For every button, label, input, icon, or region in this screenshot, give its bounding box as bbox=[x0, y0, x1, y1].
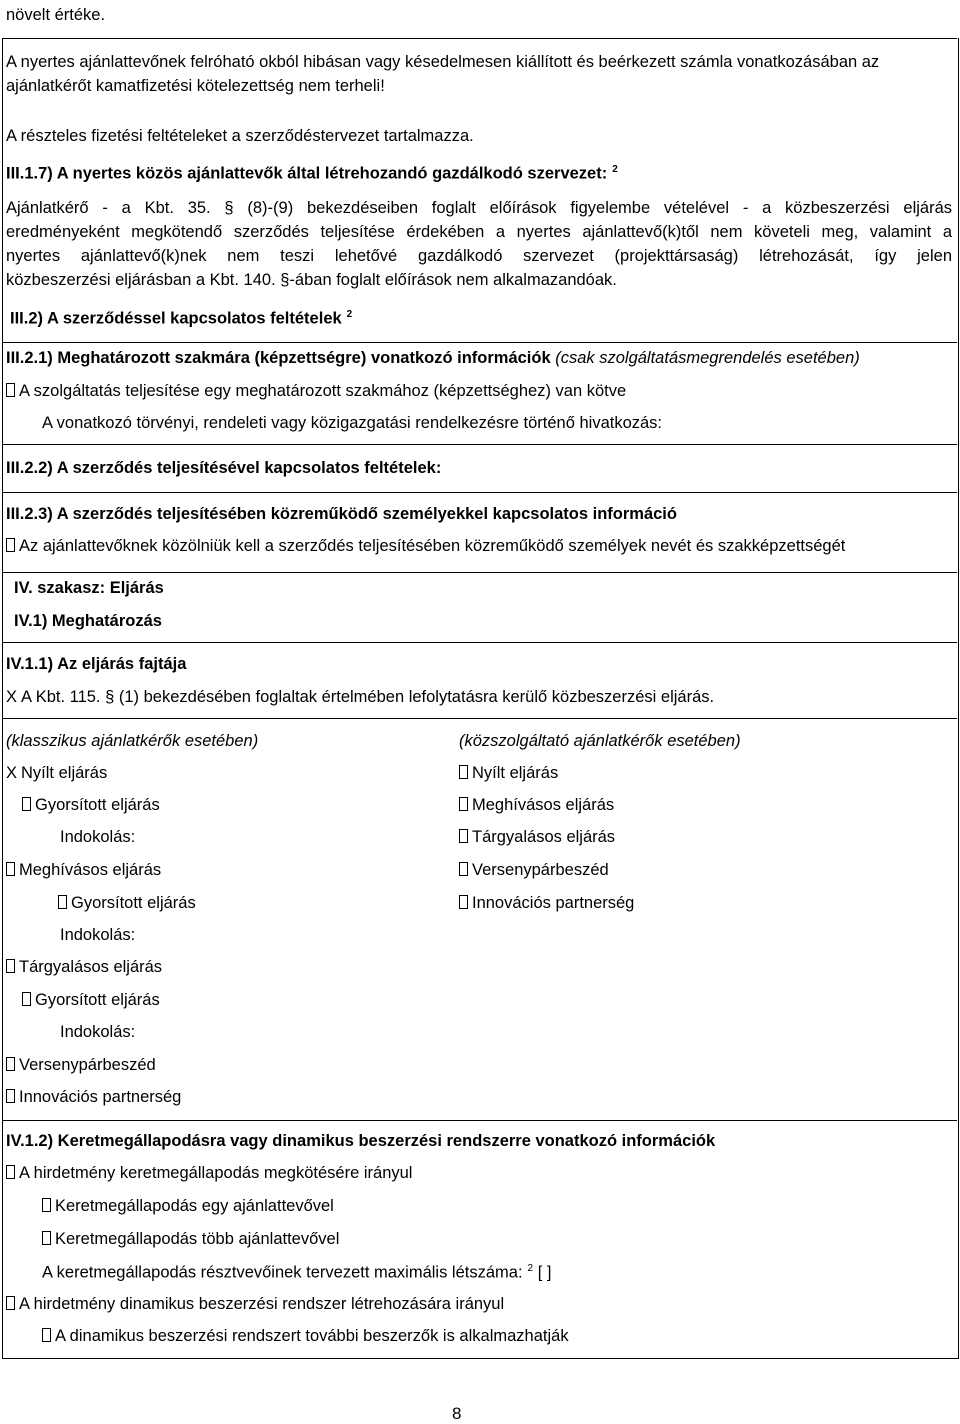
checkbox-label: Meghívásos eljárás bbox=[19, 861, 162, 879]
indoklas-label: Indokolás: bbox=[60, 828, 136, 846]
checkbox-item[interactable] bbox=[42, 1197, 334, 1217]
checkbox-icon[interactable] bbox=[6, 1057, 15, 1071]
checkbox-icon[interactable] bbox=[459, 895, 468, 909]
checkbox-label: Tárgyalásos eljárás bbox=[472, 828, 616, 846]
checkbox-icon[interactable] bbox=[6, 1296, 15, 1310]
checkbox-label: Gyorsított eljárás bbox=[35, 991, 160, 1009]
checkbox-label: Versenypárbeszéd bbox=[472, 861, 609, 879]
divider bbox=[2, 572, 957, 573]
checkbox-label: Meghívásos eljárás bbox=[472, 796, 615, 814]
checkbox-icon[interactable] bbox=[42, 1198, 51, 1212]
checkbox-item[interactable] bbox=[459, 828, 615, 848]
checkbox-icon[interactable] bbox=[6, 959, 15, 973]
heading-text: III.2.1) Meghatározott szakmára (képzettségre) vonatkozó információk bbox=[6, 349, 551, 367]
checkbox-label: A hirdetmény dinamikus beszerzési rendszer létrehozására irányul bbox=[19, 1295, 505, 1313]
option-label: A Kbt. 115. § (1) bekezdésében foglaltak értelmében lefolytatásra kerülő közbeszerzési eljárás. bbox=[21, 688, 715, 706]
heading-text: III.2) A szerződéssel kapcsolatos feltételek bbox=[10, 309, 342, 328]
checkbox-icon[interactable] bbox=[6, 538, 15, 552]
indoklas-label: Indokolás: bbox=[60, 1023, 136, 1041]
section-heading: IV.1.1) Az eljárás fajtája bbox=[6, 655, 187, 673]
checkbox-item[interactable] bbox=[42, 1327, 569, 1347]
body-text: Ajánlatkérő - a Kbt. 35. § (8)-(9) bekezdéseiben foglalt előírások figyelembe vételével - a közbeszerzési eljárás bbox=[6, 199, 952, 217]
max-participants-label: A keretmegállapodás résztvevőinek tervezett maximális létszáma: bbox=[42, 1263, 523, 1282]
option-label: Nyílt eljárás bbox=[21, 764, 108, 782]
checkbox-icon[interactable] bbox=[459, 765, 468, 779]
page-number: 8 bbox=[452, 1404, 462, 1423]
checkbox-item[interactable] bbox=[6, 1088, 181, 1108]
checkbox-item[interactable] bbox=[6, 958, 162, 978]
selected-option[interactable] bbox=[6, 688, 714, 708]
checkbox-label: A dinamikus beszerzési rendszert további beszerzők is alkalmazhatják bbox=[55, 1327, 569, 1345]
checkbox-icon[interactable] bbox=[459, 797, 468, 811]
checkbox-label: Innovációs partnerség bbox=[472, 894, 635, 912]
checkbox-item[interactable] bbox=[6, 1056, 156, 1076]
body-text: ajánlatkérőt kamatfizetési kötelezettség nem terheli! bbox=[6, 77, 385, 95]
checkbox-item[interactable] bbox=[6, 861, 161, 881]
checkbox-icon[interactable] bbox=[22, 992, 31, 1006]
divider bbox=[2, 718, 957, 719]
checkbox-icon[interactable] bbox=[58, 895, 67, 909]
section-heading: IV.1.2) Keretmegállapodásra vagy dinamikus beszerzési rendszerre vonatkozó információk bbox=[6, 1132, 716, 1150]
footnote-marker: 2 bbox=[346, 309, 353, 320]
checkbox-item[interactable] bbox=[58, 894, 196, 914]
divider bbox=[2, 1120, 957, 1121]
checkbox-item[interactable] bbox=[22, 796, 160, 816]
heading-note: (csak szolgáltatásmegrendelés esetében) bbox=[555, 349, 860, 367]
x-mark-icon[interactable]: X bbox=[6, 688, 18, 706]
checkbox-icon[interactable] bbox=[6, 1165, 15, 1179]
checkbox-label: Tárgyalásos eljárás bbox=[19, 958, 163, 976]
checkbox-label: Gyorsított eljárás bbox=[35, 796, 160, 814]
checkbox-icon[interactable] bbox=[459, 829, 468, 843]
max-participants-row bbox=[42, 1263, 551, 1283]
checkbox-item[interactable] bbox=[6, 382, 626, 402]
checkbox-label: A hirdetmény keretmegállapodás megkötésére irányul bbox=[19, 1164, 413, 1182]
checkbox-icon[interactable] bbox=[22, 797, 31, 811]
checkbox-item[interactable] bbox=[6, 1295, 504, 1315]
heading-text: III.1.7) A nyertes közös ajánlattevők által létrehozandó gazdálkodó szervezet: bbox=[6, 164, 608, 183]
checkbox-item[interactable] bbox=[42, 1230, 339, 1250]
body-text: nyertes ajánlattevő(k)nek nem teszi lehetővé gazdálkodó szervezet (projekttársaság) létrehozását, így jelen bbox=[6, 247, 952, 265]
section-heading: IV. szakasz: Eljárás bbox=[14, 579, 164, 597]
checkbox-icon[interactable] bbox=[6, 1089, 15, 1103]
section-heading: III.2.2) A szerződés teljesítésével kapcsolatos feltételek: bbox=[6, 459, 442, 477]
column-header: (közszolgáltató ajánlatkérők esetében) bbox=[459, 732, 741, 750]
section-heading: III.2.3) A szerződés teljesítésében közreműködő személyekkel kapcsolatos információ bbox=[6, 505, 677, 523]
body-text: A részteles fizetési feltételeket a szerződéstervezet tartalmazza. bbox=[6, 127, 474, 145]
body-text: növelt értéke. bbox=[6, 6, 106, 24]
checkbox-label: Nyílt eljárás bbox=[472, 764, 559, 782]
checkbox-label: Az ajánlattevőknek közölniük kell a szerződés teljesítésében közreműködő személyek nevét és szakképzettségét bbox=[19, 537, 846, 555]
checkbox-label: Keretmegállapodás egy ajánlattevővel bbox=[55, 1197, 334, 1215]
checkbox-icon[interactable] bbox=[42, 1231, 51, 1245]
checkbox-item[interactable] bbox=[459, 894, 634, 914]
checkbox-icon[interactable] bbox=[459, 862, 468, 876]
x-mark-icon[interactable]: X bbox=[6, 764, 18, 782]
body-text: eredményeként megkötendő szerződés teljesítése érdekében a nyertes ajánlattevő(k)től nem követeli meg, valamint a bbox=[6, 223, 952, 241]
checkbox-icon[interactable] bbox=[6, 383, 15, 397]
checkbox-label: A szolgáltatás teljesítése egy meghatározott szakmához (képzettséghez) van kötve bbox=[19, 382, 627, 400]
checkbox-item[interactable] bbox=[6, 537, 845, 557]
checkbox-label: Innovációs partnerség bbox=[19, 1088, 182, 1106]
checkbox-label: Keretmegállapodás több ajánlattevővel bbox=[55, 1230, 340, 1248]
indoklas-label: Indokolás: bbox=[60, 926, 136, 944]
body-text: A nyertes ajánlattevőnek felróható okból hibásan vagy késedelmesen kiállított és beérkezett számla vonatkozásában az bbox=[6, 53, 880, 71]
checkbox-icon[interactable] bbox=[6, 862, 15, 876]
body-text: közbeszerzési eljárásban a Kbt. 140. §-ában foglalt előírások nem alkalmazandóak. bbox=[6, 271, 617, 289]
checkbox-item[interactable] bbox=[6, 1164, 412, 1184]
section-heading bbox=[6, 349, 860, 369]
column-header: (klasszikus ajánlatkérők esetében) bbox=[6, 732, 259, 750]
checkbox-item[interactable] bbox=[22, 991, 160, 1011]
checkbox-icon[interactable] bbox=[42, 1328, 51, 1342]
checkbox-item[interactable] bbox=[459, 861, 609, 881]
section-heading bbox=[10, 309, 352, 329]
divider bbox=[2, 492, 957, 493]
body-text: A vonatkozó törvényi, rendeleti vagy közigazgatási rendelkezésre történő hivatkozás: bbox=[42, 414, 663, 432]
checkbox-label: Versenypárbeszéd bbox=[19, 1056, 156, 1074]
max-participants-value[interactable]: [ ] bbox=[537, 1263, 552, 1282]
checkbox-label: Gyorsított eljárás bbox=[71, 894, 196, 912]
footnote-marker: 2 bbox=[612, 164, 618, 175]
section-heading bbox=[6, 164, 618, 184]
selected-option[interactable] bbox=[6, 764, 107, 784]
divider bbox=[2, 444, 957, 445]
divider bbox=[2, 642, 957, 643]
divider bbox=[2, 342, 957, 343]
footnote-marker: 2 bbox=[527, 1263, 534, 1274]
checkbox-item[interactable] bbox=[459, 796, 614, 816]
checkbox-item[interactable] bbox=[459, 764, 558, 784]
section-heading: IV.1) Meghatározás bbox=[14, 612, 162, 630]
